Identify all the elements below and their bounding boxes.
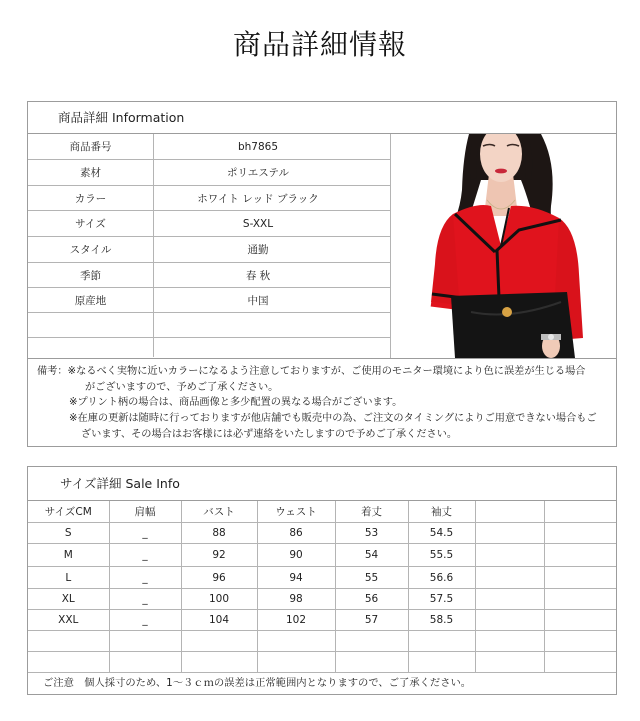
info-value-empty: [154, 313, 390, 337]
empty-cell: [544, 610, 616, 631]
waist-cell: 90: [257, 544, 335, 567]
table-row: [28, 523, 616, 544]
empty-cell: [475, 610, 544, 631]
size-cell: XL: [28, 589, 109, 610]
info-label: 原産地: [28, 288, 154, 312]
note-line: ※プリント柄の場合は、商品画像と多少配置の異なる場合がございます。: [69, 397, 403, 409]
info-grid: [28, 134, 616, 359]
info-value-empty: [154, 338, 390, 357]
shoulder-cell: _: [109, 523, 181, 544]
column-header-empty: [544, 501, 616, 523]
waist-cell: 86: [257, 523, 335, 544]
shoulder-cell: _: [109, 610, 181, 631]
info-label: 素材: [28, 160, 154, 185]
table-row: [28, 567, 616, 589]
table-row: [28, 589, 616, 610]
waist-cell: 102: [257, 610, 335, 631]
bust-cell: 100: [181, 589, 257, 610]
bust-cell: 104: [181, 610, 257, 631]
info-value: 通勤: [247, 244, 269, 256]
info-label: 季節: [28, 263, 154, 287]
length-cell: 54: [335, 544, 408, 567]
info-value: ポリエステル: [226, 167, 290, 179]
sleeve-cell: 58.5: [408, 610, 475, 631]
column-header: バスト: [181, 501, 257, 523]
note-line: がございますので、予めご了承ください。: [85, 381, 279, 393]
empty-cell: [408, 631, 475, 652]
empty-cell: [181, 631, 257, 652]
length-cell: 55: [335, 567, 408, 589]
waist-cell: 98: [257, 589, 335, 610]
table-row: [28, 610, 616, 631]
info-value: 中国: [247, 294, 269, 307]
info-label: サイズ: [28, 211, 154, 236]
empty-cell: [475, 589, 544, 610]
empty-cell: [475, 631, 544, 652]
info-row-color: [28, 186, 390, 211]
empty-cell: [335, 631, 408, 652]
size-cell: S: [28, 523, 109, 544]
info-row-empty: [28, 338, 390, 357]
empty-cell: [544, 589, 616, 610]
table-row-empty: [28, 631, 616, 652]
empty-cell: [544, 523, 616, 544]
size-cell: XXL: [28, 610, 109, 631]
shoulder-cell: _: [109, 589, 181, 610]
info-label-empty: [28, 338, 154, 357]
info-row-size: [28, 211, 390, 237]
info-label: スタイル: [28, 237, 154, 262]
size-info-box: [27, 466, 617, 695]
bust-cell: 92: [181, 544, 257, 567]
note-line: 備考：※なるべく実物に近いカラーになるよう注意しておりますが、ご使用のモニター環境により色に誤差が生じる場合: [37, 366, 586, 377]
info-value: S-XXL: [242, 217, 274, 230]
size-cell: L: [28, 567, 109, 589]
info-row-material: [28, 160, 390, 186]
length-cell: 56: [335, 589, 408, 610]
empty-cell: [544, 544, 616, 567]
empty-cell: [28, 631, 109, 652]
product-info-box: [27, 101, 617, 447]
info-row-season: [28, 263, 390, 288]
length-cell: 57: [335, 610, 408, 631]
empty-cell: [475, 523, 544, 544]
column-header: サイズCM: [28, 501, 109, 523]
empty-cell: [181, 652, 257, 673]
empty-cell: [544, 652, 616, 673]
size-table: [28, 501, 616, 673]
info-row-style: [28, 237, 390, 263]
empty-cell: [475, 567, 544, 589]
empty-cell: [335, 652, 408, 673]
info-value: 春 秋: [245, 269, 271, 282]
note-line: ざいます、その場合はお客様には必ず連絡をいたしますので予めご了承ください。: [81, 428, 458, 440]
length-cell: 53: [335, 523, 408, 544]
sleeve-cell: 56.6: [408, 567, 475, 589]
info-row-product-number: [28, 134, 390, 160]
bust-cell: 88: [181, 523, 257, 544]
product-photo: [390, 134, 616, 358]
empty-cell: [257, 652, 335, 673]
page-title: 商品詳細情報: [232, 28, 407, 61]
note-line: ※在庫の更新は随時に行っておりますが他店舗でも販売中の為、ご注文のタイミングによりご用意できない場合もご: [69, 413, 597, 425]
info-label: 商品番号: [28, 134, 154, 159]
info-label: カラー: [28, 186, 154, 210]
empty-cell: [28, 652, 109, 673]
empty-cell: [475, 652, 544, 673]
shoulder-cell: _: [109, 567, 181, 589]
model-red-blouse-photo-icon: [391, 134, 616, 358]
size-header-row: [28, 501, 616, 523]
column-header: 着丈: [335, 501, 408, 523]
sleeve-cell: 55.5: [408, 544, 475, 567]
empty-cell: [257, 631, 335, 652]
column-header: 肩幅: [109, 501, 181, 523]
waist-cell: 94: [257, 567, 335, 589]
table-row: [28, 544, 616, 567]
size-footer-note: ご注意 個人採寸のため、1～３ｃｍの誤差は正常範囲内となりますので、ご了承ください。: [43, 677, 472, 689]
column-header: 袖丈: [408, 501, 475, 523]
info-value: ホワイト レッド ブラック: [197, 192, 319, 205]
info-label-empty: [28, 313, 154, 337]
empty-cell: [109, 652, 181, 673]
empty-cell: [544, 567, 616, 589]
column-header: ウェスト: [257, 501, 335, 523]
empty-cell: [475, 544, 544, 567]
empty-cell: [408, 652, 475, 673]
info-value: bh7865: [237, 140, 279, 153]
sleeve-cell: 54.5: [408, 523, 475, 544]
info-heading: 商品詳細 Information: [28, 102, 616, 134]
info-row-empty: [28, 313, 390, 338]
size-cell: M: [28, 544, 109, 567]
empty-cell: [544, 631, 616, 652]
bust-cell: 96: [181, 567, 257, 589]
empty-cell: [109, 631, 181, 652]
table-row-empty: [28, 652, 616, 673]
info-table: [28, 134, 390, 358]
notes-section: [28, 359, 616, 443]
shoulder-cell: _: [109, 544, 181, 567]
sleeve-cell: 57.5: [408, 589, 475, 610]
size-heading: サイズ詳細 Sale Info: [28, 467, 616, 501]
info-row-origin: [28, 288, 390, 313]
column-header-empty: [475, 501, 544, 523]
